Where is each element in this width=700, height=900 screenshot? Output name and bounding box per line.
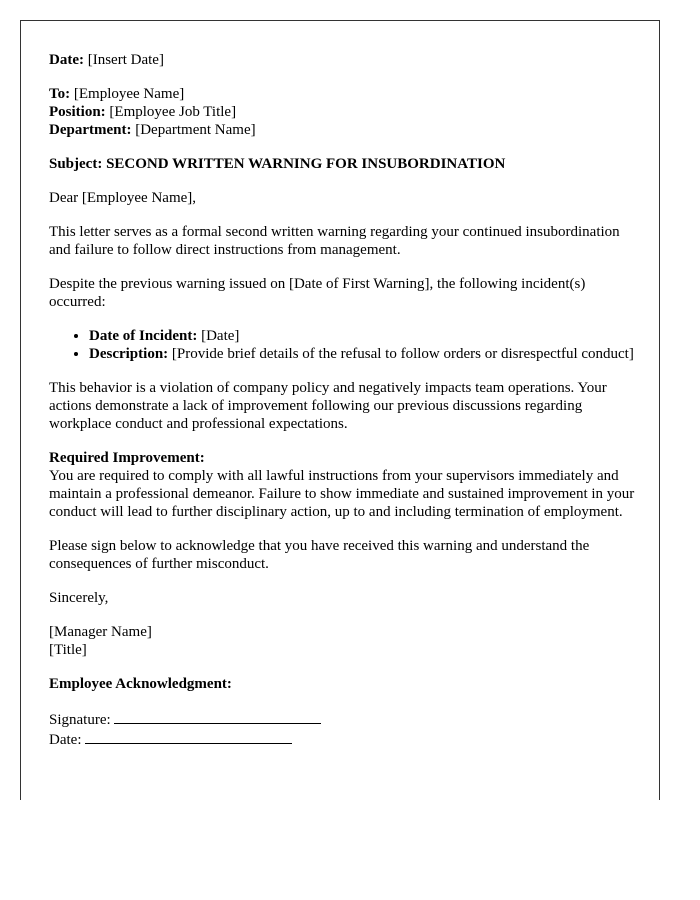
signature-field[interactable] xyxy=(114,709,321,724)
signature-block: Signature: Date: xyxy=(49,709,635,749)
closing: Sincerely, xyxy=(49,590,109,606)
intro-paragraph: This letter serves as a formal second written warning regarding your continued insubordination and failure to follow direct instructions from management. xyxy=(49,224,620,258)
acknowledge-paragraph: Please sign below to acknowledge that you have received this warning and understand the consequences of further misconduct. xyxy=(49,538,590,572)
subject-line: Subject: SECOND WRITTEN WARNING FOR INSUBORDINATION xyxy=(49,156,506,172)
improvement-section: Required Improvement: You are required to comply with all lawful instructions from your supervisors immediately and maintain a professional demeanor. Failure to show immediate and sustained improvement in your conduct will lead to further disciplinary action, up to and including termination of employment. xyxy=(49,450,635,520)
date-line: Date: [Insert Date] xyxy=(49,52,164,68)
list-item: • Date of Incident: [Date] xyxy=(89,327,635,345)
salutation: Dear [Employee Name], xyxy=(49,190,197,206)
incident-list xyxy=(49,327,635,363)
list-item: • Description: [Provide brief details of the refusal to follow orders or disrespectful conduct] xyxy=(89,345,635,363)
recipient-block: To: [Employee Name] Position: [Employee Job Title] Department: [Department Name] xyxy=(49,86,256,138)
acknowledgment-heading: Employee Acknowledgment: xyxy=(49,676,232,692)
date-field[interactable] xyxy=(85,729,292,744)
despite-paragraph: Despite the previous warning issued on [Date of First Warning], the following incident(s) occurred: xyxy=(49,276,586,310)
manager-block: [Manager Name] [Title] xyxy=(49,624,152,658)
letter-page xyxy=(20,20,660,800)
behavior-paragraph: This behavior is a violation of company policy and negatively impacts team operations. Your actions demonstrate a lack of improvement following our previous discussions regarding workplace conduct and professional expectations. xyxy=(49,380,607,432)
